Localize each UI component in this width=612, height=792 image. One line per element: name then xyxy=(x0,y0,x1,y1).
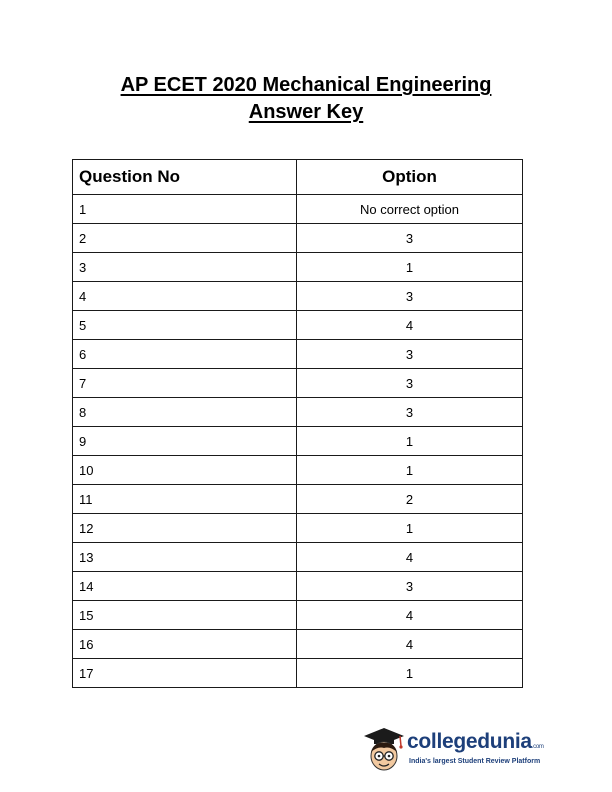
brand-name xyxy=(407,730,544,754)
table-row xyxy=(73,456,523,485)
collegedunia-logo xyxy=(360,724,544,776)
table-row xyxy=(73,630,523,659)
question-number-cell: 14 xyxy=(73,572,297,601)
question-number-cell: 3 xyxy=(73,253,297,282)
option-cell: 2 xyxy=(297,485,523,514)
table-row xyxy=(73,427,523,456)
table-row xyxy=(73,340,523,369)
question-number-cell: 7 xyxy=(73,369,297,398)
option-cell: 4 xyxy=(297,630,523,659)
title-line-1: AP ECET 2020 Mechanical Engineering xyxy=(120,74,492,96)
option-cell: 3 xyxy=(297,282,523,311)
option-cell: 1 xyxy=(297,253,523,282)
option-cell: 3 xyxy=(297,340,523,369)
question-number-cell: 10 xyxy=(73,456,297,485)
table-row xyxy=(73,572,523,601)
brand-domain-suffix: .com xyxy=(531,744,544,750)
option-cell: 4 xyxy=(297,311,523,340)
option-cell: 3 xyxy=(297,398,523,427)
question-number-cell: 9 xyxy=(73,427,297,456)
header-question-no: Question No xyxy=(73,160,297,195)
option-cell: 1 xyxy=(297,456,523,485)
option-cell: No correct option xyxy=(297,195,523,224)
answer-key-table xyxy=(72,159,523,688)
option-cell: 4 xyxy=(297,543,523,572)
question-number-cell: 11 xyxy=(73,485,297,514)
question-number-cell: 5 xyxy=(73,311,297,340)
option-cell: 1 xyxy=(297,514,523,543)
student-mascot-icon xyxy=(360,724,406,774)
table-body xyxy=(73,195,523,688)
option-cell: 1 xyxy=(297,427,523,456)
question-number-cell: 16 xyxy=(73,630,297,659)
table-row xyxy=(73,659,523,688)
table-row xyxy=(73,514,523,543)
table-row xyxy=(73,369,523,398)
table-row xyxy=(73,398,523,427)
question-number-cell: 12 xyxy=(73,514,297,543)
table-row xyxy=(73,253,523,282)
option-cell: 1 xyxy=(297,659,523,688)
title-line-2: Answer Key xyxy=(248,101,364,123)
question-number-cell: 4 xyxy=(73,282,297,311)
brand-text: collegedunia xyxy=(407,730,532,753)
option-cell: 3 xyxy=(297,224,523,253)
option-cell: 4 xyxy=(297,601,523,630)
document-title xyxy=(0,72,612,126)
question-number-cell: 6 xyxy=(73,340,297,369)
table-row xyxy=(73,543,523,572)
question-number-cell: 2 xyxy=(73,224,297,253)
question-number-cell: 1 xyxy=(73,195,297,224)
brand-tagline: India's largest Student Review Platform xyxy=(409,758,541,765)
table-row xyxy=(73,282,523,311)
table-header-row xyxy=(73,160,523,195)
option-cell: 3 xyxy=(297,369,523,398)
table-row xyxy=(73,311,523,340)
question-number-cell: 8 xyxy=(73,398,297,427)
option-cell: 3 xyxy=(297,572,523,601)
table-row xyxy=(73,601,523,630)
question-number-cell: 13 xyxy=(73,543,297,572)
table-row xyxy=(73,195,523,224)
question-number-cell: 15 xyxy=(73,601,297,630)
question-number-cell: 17 xyxy=(73,659,297,688)
table-row xyxy=(73,485,523,514)
header-option: Option xyxy=(297,160,523,195)
table-row xyxy=(73,224,523,253)
